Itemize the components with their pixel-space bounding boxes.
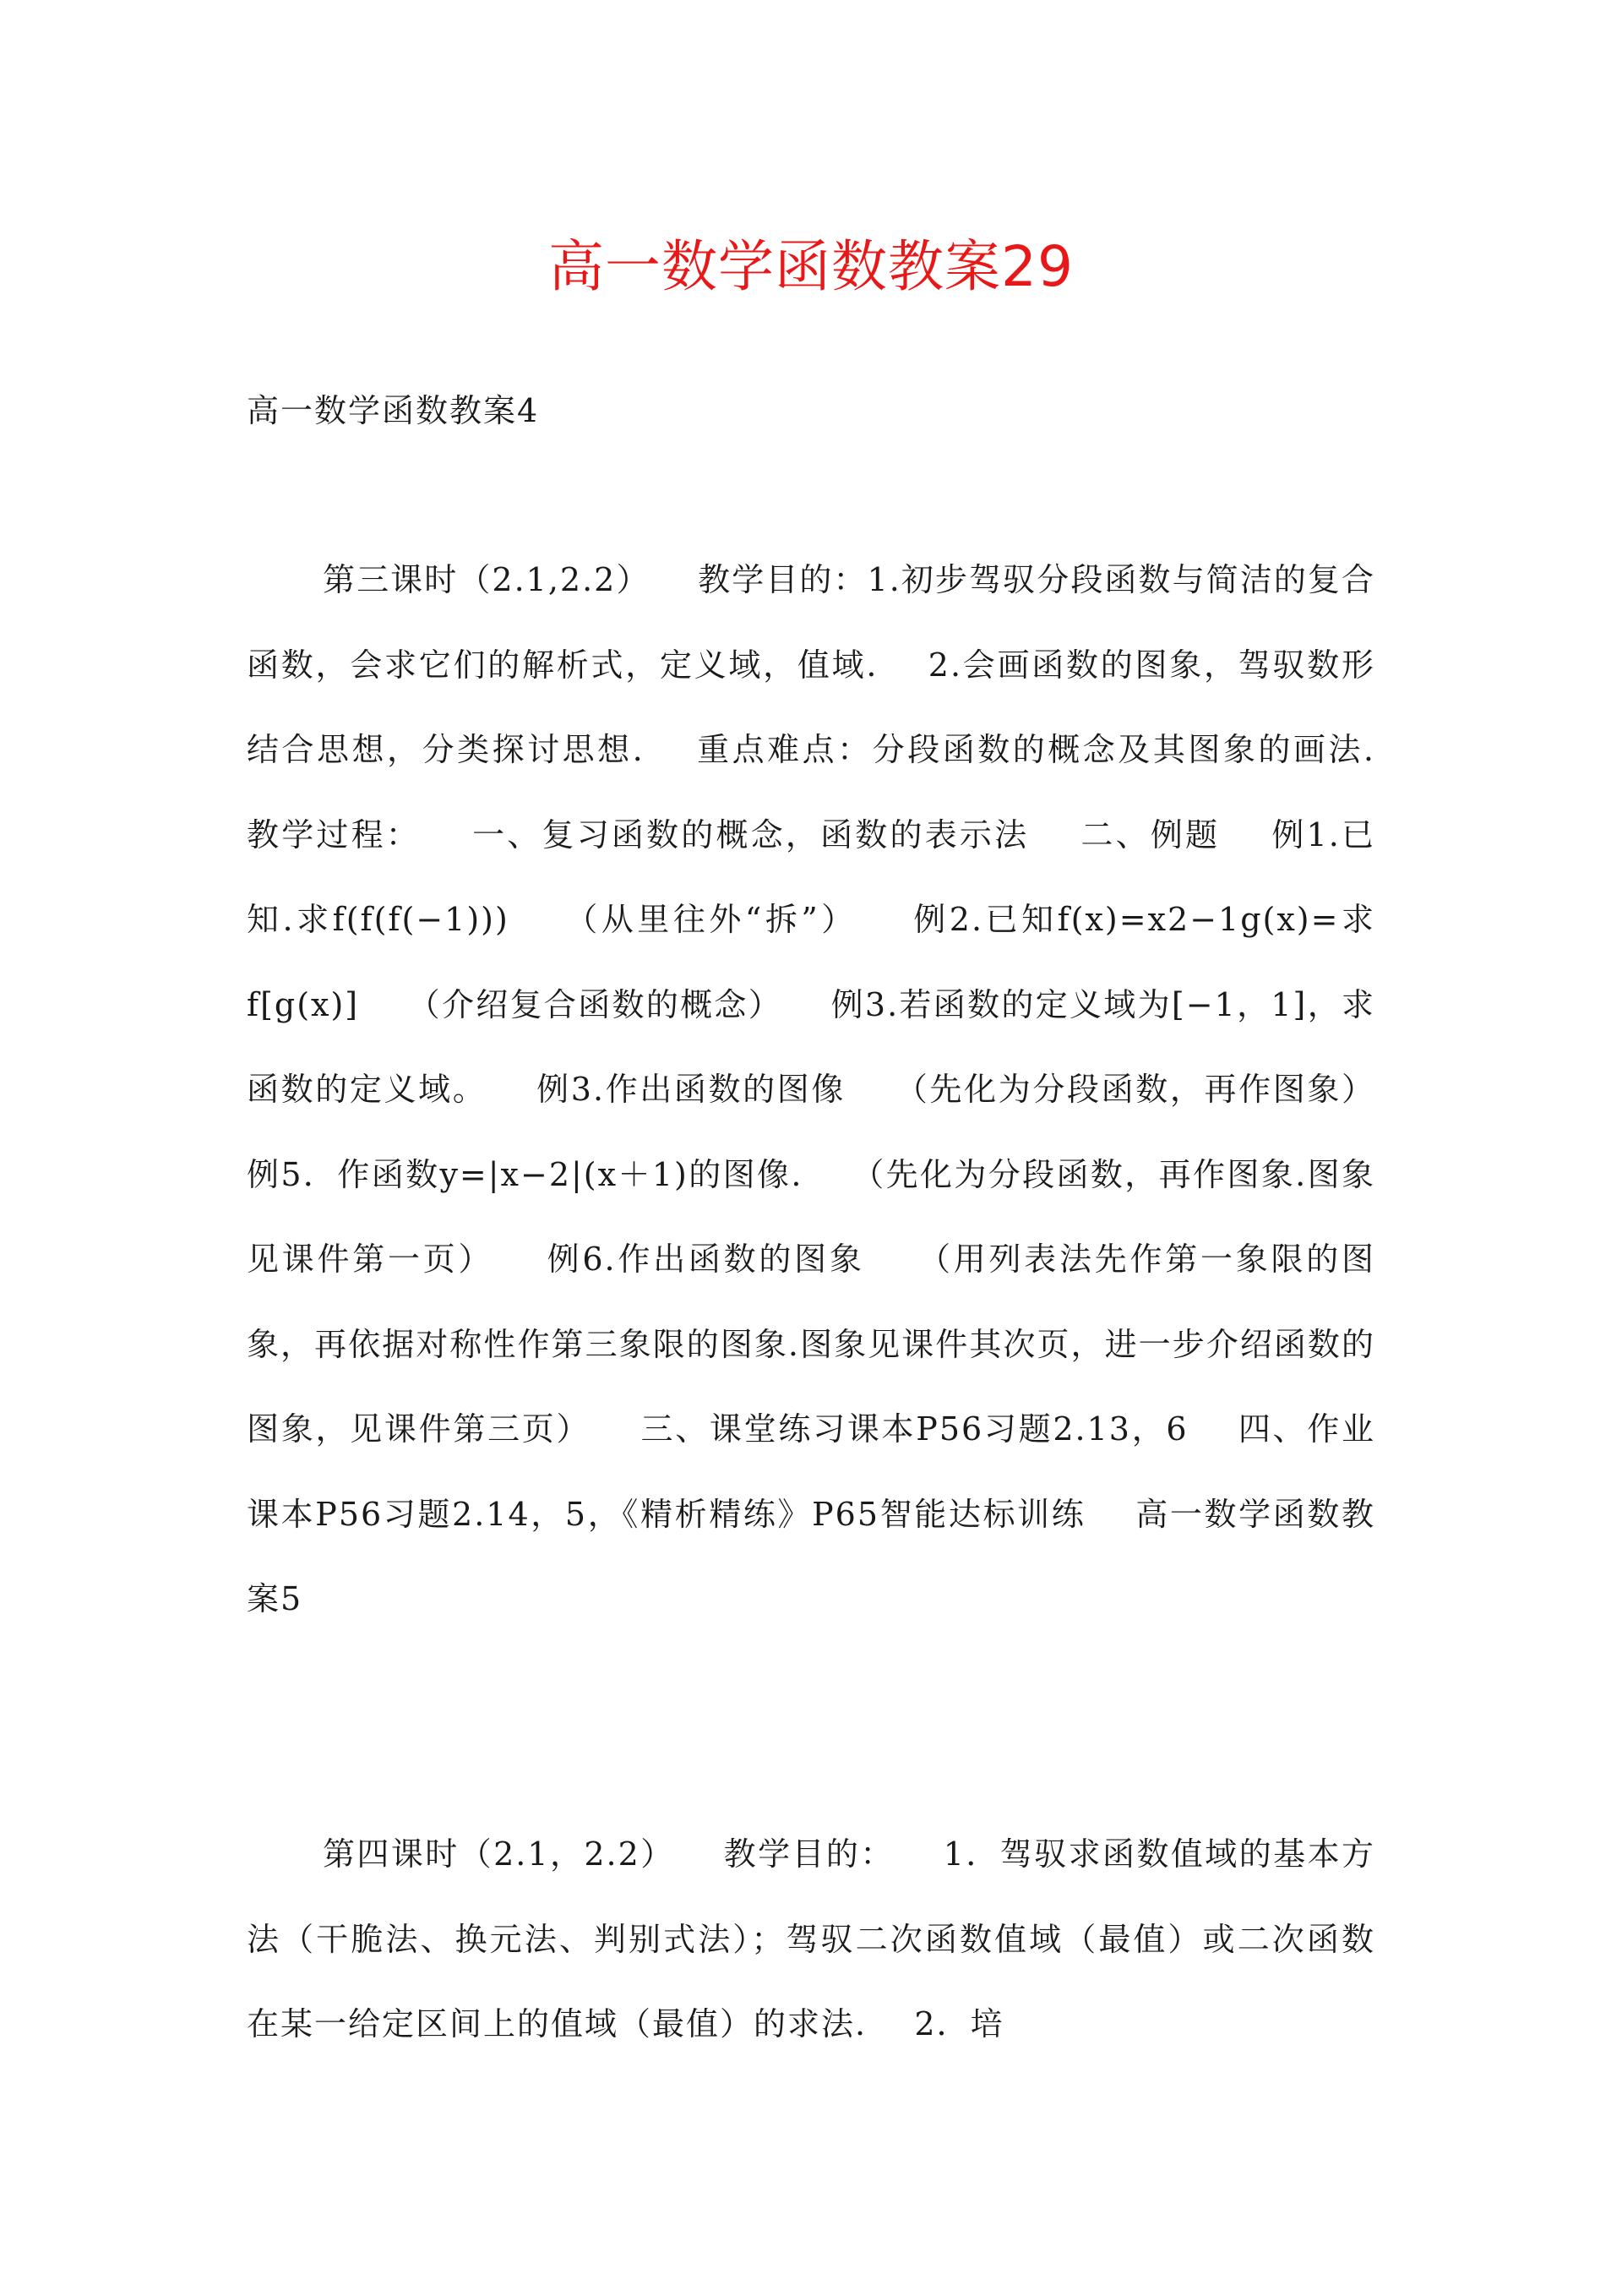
document-title: 高一数学函数教案29 — [548, 234, 1074, 299]
lesson-subheading: 高一数学函数教案4 — [247, 392, 540, 429]
lesson-paragraph-4: 第四课时（2.1，2.2） 教学目的： 1．驾驭求函数值域的基本方法（干脆法、换元法、判别式法）；驾驭二次函数值域（最值）或二次函数在某一给定区间上的值域（最值）的求法. 2．培 — [247, 1835, 1375, 2042]
lesson-paragraph-3: 第三课时（2.1,2.2） 教学目的：1.初步驾驭分段函数与简洁的复合函数，会求它们的解析式，定义域，值域. 2.会画函数的图象，驾驭数形结合思想，分类探讨思想. 重点难点：分段函数的概念及其图象的画法. 教学过程： 一、复习函数的概念，函数的表示法 二、例题 例1.已知.求f(f(f(−1))) （从里往外“拆”） 例2.已知f(x)=x2−1g(x)=求f[g(x)] （介绍复合函数的概念） 例3.若函数的定义域为[−1，1]，求函数的定义域。 例3.作出函数的图像 （先化为分段函数，再作图象）例5．作函数y=|x−2|(x＋1)的图像. （先化为分段函数，再作图象.图象见课件第一页） 例6.作出函数的图象 （用列表法先作第一象限的图象，再依据对称性作第三象限的图象.图象见课件其次页，进一步介绍函数的图象，见课件第三页） 三、课堂练习课本P56习题2.13，6 四、作业课本P56习题2.14，5，《精析精练》P65智能达标训练 高一数学函数教案5 — [247, 561, 1423, 1617]
